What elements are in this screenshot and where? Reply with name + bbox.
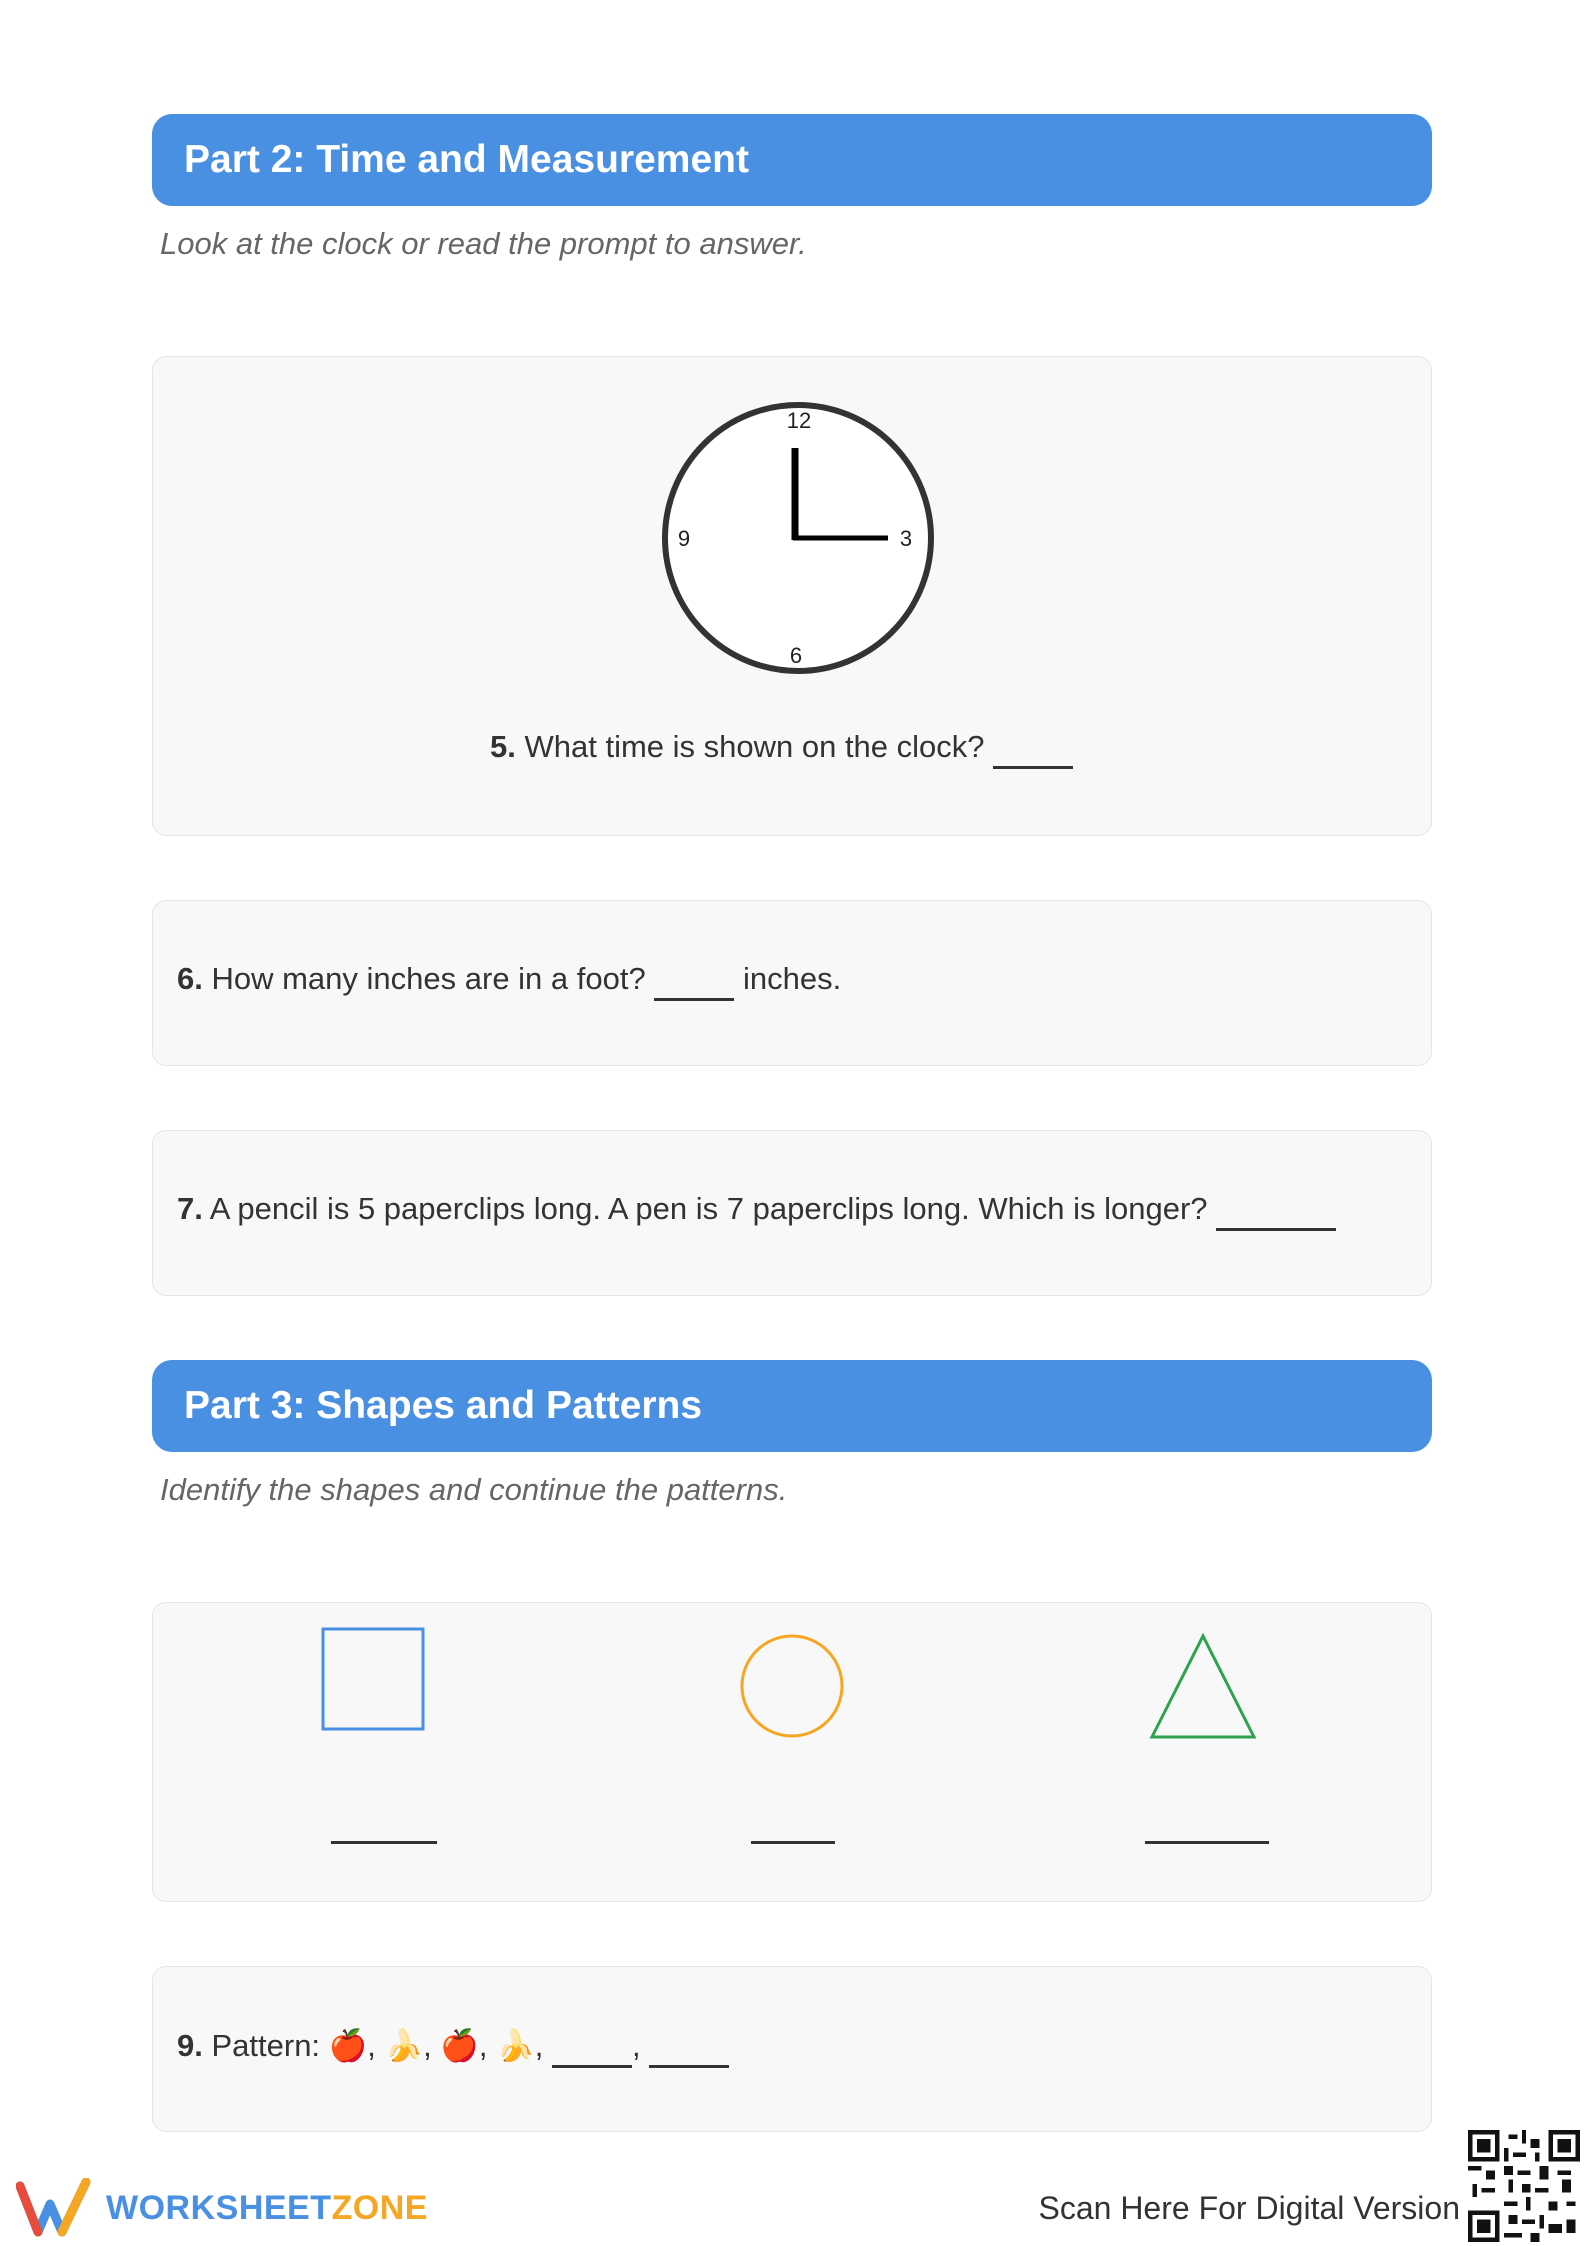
question-7-answer-blank[interactable] [1216,1200,1336,1231]
section-header-part2: Part 2: Time and Measurement [152,114,1432,206]
question-9-label: Pattern: [211,2028,321,2063]
clock-number-6: 6 [789,643,803,668]
question-9-answer-blank-2[interactable] [649,2037,729,2068]
question-6-answer-blank[interactable] [654,970,734,1001]
square-answer-blank[interactable] [331,1841,437,1844]
brand-name-part1: WORKSHEET [106,2188,332,2227]
brand-name [106,2189,428,2228]
question-7-number: 7. [177,1191,203,1226]
circle-answer-blank[interactable] [751,1841,835,1844]
question-9 [177,2027,729,2068]
worksheetzone-logo-icon [16,2178,96,2238]
brand-name-part2: ZONE [331,2188,428,2227]
part3-instructions: Identify the shapes and continue the patterns. [160,1472,788,1507]
question-9-separator: , [631,2028,641,2063]
question-6-suffix: inches. [742,961,842,996]
part2-instructions: Look at the clock or read the prompt to answer. [160,226,807,261]
question-7 [177,1191,1336,1231]
question-6-number: 6. [177,961,203,996]
clock-icon [653,393,943,683]
question-card-7 [152,1130,1432,1296]
question-card-6 [152,900,1432,1066]
question-5 [490,729,1073,769]
question-card-9 [152,1966,1432,2132]
scan-instructions: Scan Here For Digital Version [1038,2190,1460,2226]
question-5-number: 5. [490,729,516,764]
question-9-answer-blank-1[interactable] [552,2037,632,2068]
question-6 [177,961,841,1001]
question-7-text: A pencil is 5 paperclips long. A pen is 7 paperclips long. Which is longer? [209,1191,1208,1226]
qr-code-icon[interactable] [1468,2130,1580,2242]
triangle-answer-blank[interactable] [1145,1841,1269,1844]
clock-number-3: 3 [899,526,913,551]
question-9-number: 9. [177,2028,203,2063]
clock-number-12: 12 [786,408,812,433]
square-icon [321,1627,425,1731]
clock-number-9: 9 [677,526,691,551]
question-5-text: What time is shown on the clock? [524,729,985,764]
question-9-sequence: 🍎, 🍌, 🍎, 🍌, [328,2028,544,2063]
question-card-5 [152,356,1432,836]
brand-logo[interactable] [16,2178,428,2238]
circle-icon [739,1633,845,1739]
shapes-card [152,1602,1432,1902]
section-header-part3: Part 3: Shapes and Patterns [152,1360,1432,1452]
question-6-text: How many inches are in a foot? [211,961,646,996]
question-5-answer-blank[interactable] [993,738,1073,769]
triangle-icon [1149,1633,1257,1741]
